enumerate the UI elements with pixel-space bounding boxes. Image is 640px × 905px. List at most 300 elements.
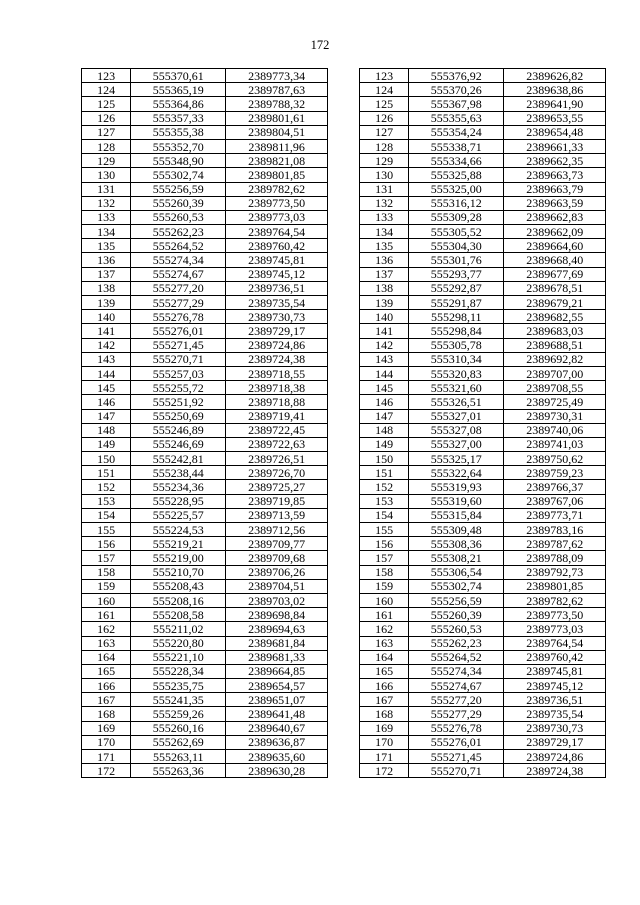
left-y-coordinate-cell: 2389636,87 bbox=[226, 735, 328, 749]
table-row bbox=[82, 182, 606, 196]
column-gap-cell bbox=[327, 593, 359, 607]
table-row bbox=[82, 721, 606, 735]
left-y-coordinate-cell: 2389664,85 bbox=[226, 664, 328, 678]
left-point-number-cell: 145 bbox=[82, 381, 131, 395]
right-point-number-cell: 171 bbox=[360, 750, 409, 764]
left-point-number-cell: 142 bbox=[82, 338, 131, 352]
table-row bbox=[82, 650, 606, 664]
left-x-coordinate-cell: 555271,45 bbox=[131, 338, 226, 352]
table-row bbox=[82, 622, 606, 636]
right-x-coordinate-cell: 555306,54 bbox=[409, 565, 504, 579]
table-row bbox=[82, 480, 606, 494]
left-x-coordinate-cell: 555225,57 bbox=[131, 508, 226, 522]
right-point-number-cell: 123 bbox=[360, 69, 409, 83]
column-gap-cell bbox=[327, 182, 359, 196]
left-point-number-cell: 127 bbox=[82, 125, 131, 139]
right-y-coordinate-cell: 2389764,54 bbox=[504, 636, 606, 650]
right-y-coordinate-cell: 2389688,51 bbox=[504, 338, 606, 352]
column-gap-cell bbox=[327, 508, 359, 522]
left-point-number-cell: 137 bbox=[82, 267, 131, 281]
table-row bbox=[82, 69, 606, 83]
left-y-coordinate-cell: 2389811,96 bbox=[226, 139, 328, 153]
right-x-coordinate-cell: 555376,92 bbox=[409, 69, 504, 83]
right-point-number-cell: 156 bbox=[360, 537, 409, 551]
column-gap-cell bbox=[327, 366, 359, 380]
table-row bbox=[82, 750, 606, 764]
right-x-coordinate-cell: 555271,45 bbox=[409, 750, 504, 764]
right-point-number-cell: 130 bbox=[360, 168, 409, 182]
right-x-coordinate-cell: 555354,24 bbox=[409, 125, 504, 139]
left-y-coordinate-cell: 2389788,32 bbox=[226, 97, 328, 111]
left-y-coordinate-cell: 2389745,81 bbox=[226, 253, 328, 267]
left-point-number-cell: 156 bbox=[82, 537, 131, 551]
right-y-coordinate-cell: 2389654,48 bbox=[504, 125, 606, 139]
left-point-number-cell: 152 bbox=[82, 480, 131, 494]
right-point-number-cell: 153 bbox=[360, 494, 409, 508]
column-gap-cell bbox=[327, 622, 359, 636]
left-y-coordinate-cell: 2389735,54 bbox=[226, 296, 328, 310]
right-x-coordinate-cell: 555277,29 bbox=[409, 707, 504, 721]
table-row bbox=[82, 679, 606, 693]
right-x-coordinate-cell: 555305,78 bbox=[409, 338, 504, 352]
right-point-number-cell: 128 bbox=[360, 139, 409, 153]
left-y-coordinate-cell: 2389698,84 bbox=[226, 608, 328, 622]
left-y-coordinate-cell: 2389726,51 bbox=[226, 452, 328, 466]
right-y-coordinate-cell: 2389662,83 bbox=[504, 210, 606, 224]
right-x-coordinate-cell: 555355,63 bbox=[409, 111, 504, 125]
left-point-number-cell: 130 bbox=[82, 168, 131, 182]
right-point-number-cell: 131 bbox=[360, 182, 409, 196]
page-number: 172 bbox=[310, 38, 330, 52]
right-point-number-cell: 165 bbox=[360, 664, 409, 678]
right-y-coordinate-cell: 2389677,69 bbox=[504, 267, 606, 281]
left-point-number-cell: 160 bbox=[82, 593, 131, 607]
table-row bbox=[82, 139, 606, 153]
column-gap-cell bbox=[327, 537, 359, 551]
column-gap-cell bbox=[327, 69, 359, 83]
right-point-number-cell: 125 bbox=[360, 97, 409, 111]
right-point-number-cell: 140 bbox=[360, 310, 409, 324]
table-row bbox=[82, 735, 606, 749]
table-row bbox=[82, 253, 606, 267]
right-point-number-cell: 162 bbox=[360, 622, 409, 636]
left-x-coordinate-cell: 555251,92 bbox=[131, 395, 226, 409]
left-point-number-cell: 158 bbox=[82, 565, 131, 579]
left-x-coordinate-cell: 555255,72 bbox=[131, 381, 226, 395]
right-x-coordinate-cell: 555338,71 bbox=[409, 139, 504, 153]
left-point-number-cell: 140 bbox=[82, 310, 131, 324]
table-row bbox=[82, 523, 606, 537]
right-x-coordinate-cell: 555262,23 bbox=[409, 636, 504, 650]
right-x-coordinate-cell: 555292,87 bbox=[409, 281, 504, 295]
right-y-coordinate-cell: 2389773,71 bbox=[504, 508, 606, 522]
left-x-coordinate-cell: 555276,78 bbox=[131, 310, 226, 324]
left-x-coordinate-cell: 555302,74 bbox=[131, 168, 226, 182]
column-gap-cell bbox=[327, 239, 359, 253]
left-point-number-cell: 155 bbox=[82, 523, 131, 537]
right-point-number-cell: 143 bbox=[360, 352, 409, 366]
left-point-number-cell: 146 bbox=[82, 395, 131, 409]
left-x-coordinate-cell: 555234,36 bbox=[131, 480, 226, 494]
right-x-coordinate-cell: 555325,17 bbox=[409, 452, 504, 466]
column-gap-cell bbox=[327, 679, 359, 693]
left-x-coordinate-cell: 555270,71 bbox=[131, 352, 226, 366]
left-y-coordinate-cell: 2389730,73 bbox=[226, 310, 328, 324]
right-x-coordinate-cell: 555327,00 bbox=[409, 437, 504, 451]
table-row bbox=[82, 210, 606, 224]
table-row bbox=[82, 565, 606, 579]
left-point-number-cell: 161 bbox=[82, 608, 131, 622]
table-row bbox=[82, 83, 606, 97]
right-point-number-cell: 145 bbox=[360, 381, 409, 395]
left-x-coordinate-cell: 555274,34 bbox=[131, 253, 226, 267]
table-row bbox=[82, 608, 606, 622]
right-point-number-cell: 136 bbox=[360, 253, 409, 267]
right-y-coordinate-cell: 2389724,86 bbox=[504, 750, 606, 764]
left-x-coordinate-cell: 555355,38 bbox=[131, 125, 226, 139]
table-row bbox=[82, 579, 606, 593]
left-y-coordinate-cell: 2389718,88 bbox=[226, 395, 328, 409]
left-x-coordinate-cell: 555228,34 bbox=[131, 664, 226, 678]
column-gap-cell bbox=[327, 636, 359, 650]
right-point-number-cell: 167 bbox=[360, 693, 409, 707]
column-gap-cell bbox=[327, 764, 359, 778]
left-point-number-cell: 128 bbox=[82, 139, 131, 153]
right-y-coordinate-cell: 2389782,62 bbox=[504, 593, 606, 607]
left-point-number-cell: 141 bbox=[82, 324, 131, 338]
column-gap-cell bbox=[327, 225, 359, 239]
left-point-number-cell: 164 bbox=[82, 650, 131, 664]
right-point-number-cell: 141 bbox=[360, 324, 409, 338]
column-gap-cell bbox=[327, 650, 359, 664]
left-y-coordinate-cell: 2389782,62 bbox=[226, 182, 328, 196]
right-point-number-cell: 164 bbox=[360, 650, 409, 664]
left-point-number-cell: 170 bbox=[82, 735, 131, 749]
left-x-coordinate-cell: 555264,52 bbox=[131, 239, 226, 253]
right-x-coordinate-cell: 555260,53 bbox=[409, 622, 504, 636]
left-point-number-cell: 172 bbox=[82, 764, 131, 778]
left-x-coordinate-cell: 555208,43 bbox=[131, 579, 226, 593]
left-y-coordinate-cell: 2389630,28 bbox=[226, 764, 328, 778]
right-y-coordinate-cell: 2389759,23 bbox=[504, 466, 606, 480]
left-y-coordinate-cell: 2389719,85 bbox=[226, 494, 328, 508]
left-y-coordinate-cell: 2389719,41 bbox=[226, 409, 328, 423]
right-point-number-cell: 132 bbox=[360, 196, 409, 210]
left-point-number-cell: 148 bbox=[82, 423, 131, 437]
left-point-number-cell: 124 bbox=[82, 83, 131, 97]
left-x-coordinate-cell: 555238,44 bbox=[131, 466, 226, 480]
right-y-coordinate-cell: 2389682,55 bbox=[504, 310, 606, 324]
right-x-coordinate-cell: 555309,48 bbox=[409, 523, 504, 537]
table-row bbox=[82, 693, 606, 707]
table-row bbox=[82, 664, 606, 678]
right-y-coordinate-cell: 2389626,82 bbox=[504, 69, 606, 83]
left-y-coordinate-cell: 2389694,63 bbox=[226, 622, 328, 636]
left-point-number-cell: 168 bbox=[82, 707, 131, 721]
left-y-coordinate-cell: 2389764,54 bbox=[226, 225, 328, 239]
right-point-number-cell: 163 bbox=[360, 636, 409, 650]
left-point-number-cell: 126 bbox=[82, 111, 131, 125]
right-y-coordinate-cell: 2389750,62 bbox=[504, 452, 606, 466]
right-y-coordinate-cell: 2389740,06 bbox=[504, 423, 606, 437]
left-point-number-cell: 147 bbox=[82, 409, 131, 423]
right-x-coordinate-cell: 555367,98 bbox=[409, 97, 504, 111]
left-y-coordinate-cell: 2389640,67 bbox=[226, 721, 328, 735]
right-y-coordinate-cell: 2389730,31 bbox=[504, 409, 606, 423]
left-x-coordinate-cell: 555228,95 bbox=[131, 494, 226, 508]
left-y-coordinate-cell: 2389654,57 bbox=[226, 679, 328, 693]
right-x-coordinate-cell: 555264,52 bbox=[409, 650, 504, 664]
column-gap-cell bbox=[327, 281, 359, 295]
right-point-number-cell: 142 bbox=[360, 338, 409, 352]
right-y-coordinate-cell: 2389664,60 bbox=[504, 239, 606, 253]
left-point-number-cell: 154 bbox=[82, 508, 131, 522]
column-gap-cell bbox=[327, 579, 359, 593]
left-point-number-cell: 143 bbox=[82, 352, 131, 366]
table-row bbox=[82, 168, 606, 182]
table-row bbox=[82, 466, 606, 480]
left-x-coordinate-cell: 555357,33 bbox=[131, 111, 226, 125]
right-point-number-cell: 126 bbox=[360, 111, 409, 125]
table-row bbox=[82, 154, 606, 168]
column-gap-cell bbox=[327, 168, 359, 182]
left-x-coordinate-cell: 555260,53 bbox=[131, 210, 226, 224]
right-x-coordinate-cell: 555276,78 bbox=[409, 721, 504, 735]
left-point-number-cell: 138 bbox=[82, 281, 131, 295]
left-x-coordinate-cell: 555235,75 bbox=[131, 679, 226, 693]
right-y-coordinate-cell: 2389766,37 bbox=[504, 480, 606, 494]
right-point-number-cell: 152 bbox=[360, 480, 409, 494]
left-x-coordinate-cell: 555208,16 bbox=[131, 593, 226, 607]
left-point-number-cell: 135 bbox=[82, 239, 131, 253]
left-x-coordinate-cell: 555257,03 bbox=[131, 366, 226, 380]
right-x-coordinate-cell: 555256,59 bbox=[409, 593, 504, 607]
left-point-number-cell: 144 bbox=[82, 366, 131, 380]
left-y-coordinate-cell: 2389722,63 bbox=[226, 437, 328, 451]
right-point-number-cell: 137 bbox=[360, 267, 409, 281]
left-y-coordinate-cell: 2389760,42 bbox=[226, 239, 328, 253]
column-gap-cell bbox=[327, 437, 359, 451]
left-y-coordinate-cell: 2389681,33 bbox=[226, 650, 328, 664]
right-y-coordinate-cell: 2389725,49 bbox=[504, 395, 606, 409]
left-point-number-cell: 132 bbox=[82, 196, 131, 210]
right-point-number-cell: 161 bbox=[360, 608, 409, 622]
table-row bbox=[82, 551, 606, 565]
right-x-coordinate-cell: 555315,84 bbox=[409, 508, 504, 522]
right-point-number-cell: 146 bbox=[360, 395, 409, 409]
left-y-coordinate-cell: 2389713,59 bbox=[226, 508, 328, 522]
table-row bbox=[82, 196, 606, 210]
left-point-number-cell: 139 bbox=[82, 296, 131, 310]
table-row bbox=[82, 267, 606, 281]
left-x-coordinate-cell: 555224,53 bbox=[131, 523, 226, 537]
left-x-coordinate-cell: 555274,67 bbox=[131, 267, 226, 281]
right-y-coordinate-cell: 2389787,62 bbox=[504, 537, 606, 551]
left-point-number-cell: 159 bbox=[82, 579, 131, 593]
left-y-coordinate-cell: 2389729,17 bbox=[226, 324, 328, 338]
column-gap-cell bbox=[327, 97, 359, 111]
left-y-coordinate-cell: 2389821,08 bbox=[226, 154, 328, 168]
left-y-coordinate-cell: 2389722,45 bbox=[226, 423, 328, 437]
right-y-coordinate-cell: 2389692,82 bbox=[504, 352, 606, 366]
column-gap-cell bbox=[327, 253, 359, 267]
right-point-number-cell: 149 bbox=[360, 437, 409, 451]
table-row bbox=[82, 125, 606, 139]
left-y-coordinate-cell: 2389724,86 bbox=[226, 338, 328, 352]
table-row bbox=[82, 707, 606, 721]
table-row bbox=[82, 225, 606, 239]
left-y-coordinate-cell: 2389704,51 bbox=[226, 579, 328, 593]
right-y-coordinate-cell: 2389678,51 bbox=[504, 281, 606, 295]
left-y-coordinate-cell: 2389703,02 bbox=[226, 593, 328, 607]
table-row bbox=[82, 508, 606, 522]
table-row bbox=[82, 437, 606, 451]
column-gap-cell bbox=[327, 735, 359, 749]
right-x-coordinate-cell: 555276,01 bbox=[409, 735, 504, 749]
left-point-number-cell: 153 bbox=[82, 494, 131, 508]
left-x-coordinate-cell: 555352,70 bbox=[131, 139, 226, 153]
left-x-coordinate-cell: 555211,02 bbox=[131, 622, 226, 636]
right-x-coordinate-cell: 555319,60 bbox=[409, 494, 504, 508]
right-y-coordinate-cell: 2389663,73 bbox=[504, 168, 606, 182]
left-y-coordinate-cell: 2389709,68 bbox=[226, 551, 328, 565]
table-row bbox=[82, 494, 606, 508]
right-y-coordinate-cell: 2389638,86 bbox=[504, 83, 606, 97]
right-x-coordinate-cell: 555277,20 bbox=[409, 693, 504, 707]
left-y-coordinate-cell: 2389651,07 bbox=[226, 693, 328, 707]
table-row bbox=[82, 324, 606, 338]
left-point-number-cell: 165 bbox=[82, 664, 131, 678]
right-y-coordinate-cell: 2389707,00 bbox=[504, 366, 606, 380]
left-y-coordinate-cell: 2389773,34 bbox=[226, 69, 328, 83]
left-x-coordinate-cell: 555260,16 bbox=[131, 721, 226, 735]
left-x-coordinate-cell: 555262,69 bbox=[131, 735, 226, 749]
column-gap-cell bbox=[327, 395, 359, 409]
right-y-coordinate-cell: 2389773,50 bbox=[504, 608, 606, 622]
left-x-coordinate-cell: 555256,59 bbox=[131, 182, 226, 196]
right-y-coordinate-cell: 2389801,85 bbox=[504, 579, 606, 593]
right-y-coordinate-cell: 2389668,40 bbox=[504, 253, 606, 267]
column-gap-cell bbox=[327, 551, 359, 565]
right-y-coordinate-cell: 2389788,09 bbox=[504, 551, 606, 565]
column-gap-cell bbox=[327, 750, 359, 764]
right-point-number-cell: 138 bbox=[360, 281, 409, 295]
right-y-coordinate-cell: 2389662,09 bbox=[504, 225, 606, 239]
left-point-number-cell: 133 bbox=[82, 210, 131, 224]
right-point-number-cell: 135 bbox=[360, 239, 409, 253]
left-y-coordinate-cell: 2389736,51 bbox=[226, 281, 328, 295]
column-gap-cell bbox=[327, 693, 359, 707]
right-x-coordinate-cell: 555298,11 bbox=[409, 310, 504, 324]
left-x-coordinate-cell: 555262,23 bbox=[131, 225, 226, 239]
column-gap-cell bbox=[327, 565, 359, 579]
left-y-coordinate-cell: 2389773,03 bbox=[226, 210, 328, 224]
right-point-number-cell: 172 bbox=[360, 764, 409, 778]
left-x-coordinate-cell: 555221,10 bbox=[131, 650, 226, 664]
left-point-number-cell: 125 bbox=[82, 97, 131, 111]
left-point-number-cell: 163 bbox=[82, 636, 131, 650]
table-row bbox=[82, 111, 606, 125]
left-point-number-cell: 136 bbox=[82, 253, 131, 267]
left-y-coordinate-cell: 2389681,84 bbox=[226, 636, 328, 650]
column-gap-cell bbox=[327, 111, 359, 125]
column-gap-cell bbox=[327, 707, 359, 721]
right-x-coordinate-cell: 555327,01 bbox=[409, 409, 504, 423]
column-gap-cell bbox=[327, 494, 359, 508]
left-x-coordinate-cell: 555241,35 bbox=[131, 693, 226, 707]
left-y-coordinate-cell: 2389712,56 bbox=[226, 523, 328, 537]
right-x-coordinate-cell: 555322,64 bbox=[409, 466, 504, 480]
left-x-coordinate-cell: 555263,36 bbox=[131, 764, 226, 778]
right-point-number-cell: 127 bbox=[360, 125, 409, 139]
right-y-coordinate-cell: 2389653,55 bbox=[504, 111, 606, 125]
table-row bbox=[82, 423, 606, 437]
right-point-number-cell: 151 bbox=[360, 466, 409, 480]
right-y-coordinate-cell: 2389729,17 bbox=[504, 735, 606, 749]
right-x-coordinate-cell: 555309,28 bbox=[409, 210, 504, 224]
left-x-coordinate-cell: 555276,01 bbox=[131, 324, 226, 338]
left-point-number-cell: 169 bbox=[82, 721, 131, 735]
column-gap-cell bbox=[327, 523, 359, 537]
right-point-number-cell: 129 bbox=[360, 154, 409, 168]
left-x-coordinate-cell: 555250,69 bbox=[131, 409, 226, 423]
right-point-number-cell: 155 bbox=[360, 523, 409, 537]
left-y-coordinate-cell: 2389635,60 bbox=[226, 750, 328, 764]
right-x-coordinate-cell: 555325,88 bbox=[409, 168, 504, 182]
right-x-coordinate-cell: 555291,87 bbox=[409, 296, 504, 310]
right-x-coordinate-cell: 555310,34 bbox=[409, 352, 504, 366]
table-row bbox=[82, 352, 606, 366]
left-point-number-cell: 157 bbox=[82, 551, 131, 565]
left-point-number-cell: 162 bbox=[82, 622, 131, 636]
right-point-number-cell: 159 bbox=[360, 579, 409, 593]
column-gap-cell bbox=[327, 480, 359, 494]
left-y-coordinate-cell: 2389787,63 bbox=[226, 83, 328, 97]
left-x-coordinate-cell: 555208,58 bbox=[131, 608, 226, 622]
column-gap-cell bbox=[327, 338, 359, 352]
left-x-coordinate-cell: 555370,61 bbox=[131, 69, 226, 83]
table-row bbox=[82, 537, 606, 551]
left-x-coordinate-cell: 555219,21 bbox=[131, 537, 226, 551]
right-x-coordinate-cell: 555319,93 bbox=[409, 480, 504, 494]
table-row bbox=[82, 239, 606, 253]
left-y-coordinate-cell: 2389709,77 bbox=[226, 537, 328, 551]
left-x-coordinate-cell: 555242,81 bbox=[131, 452, 226, 466]
left-point-number-cell: 134 bbox=[82, 225, 131, 239]
left-x-coordinate-cell: 555219,00 bbox=[131, 551, 226, 565]
table-row bbox=[82, 409, 606, 423]
column-gap-cell bbox=[327, 352, 359, 366]
left-y-coordinate-cell: 2389745,12 bbox=[226, 267, 328, 281]
right-x-coordinate-cell: 555326,51 bbox=[409, 395, 504, 409]
left-point-number-cell: 129 bbox=[82, 154, 131, 168]
table-row bbox=[82, 381, 606, 395]
left-point-number-cell: 123 bbox=[82, 69, 131, 83]
left-x-coordinate-cell: 555246,69 bbox=[131, 437, 226, 451]
column-gap-cell bbox=[327, 196, 359, 210]
right-x-coordinate-cell: 555321,60 bbox=[409, 381, 504, 395]
right-y-coordinate-cell: 2389760,42 bbox=[504, 650, 606, 664]
left-x-coordinate-cell: 555210,70 bbox=[131, 565, 226, 579]
left-x-coordinate-cell: 555259,26 bbox=[131, 707, 226, 721]
right-x-coordinate-cell: 555270,71 bbox=[409, 764, 504, 778]
column-gap-cell bbox=[327, 83, 359, 97]
left-x-coordinate-cell: 555246,89 bbox=[131, 423, 226, 437]
right-x-coordinate-cell: 555316,12 bbox=[409, 196, 504, 210]
column-gap-cell bbox=[327, 267, 359, 281]
right-x-coordinate-cell: 555334,66 bbox=[409, 154, 504, 168]
table-row bbox=[82, 366, 606, 380]
